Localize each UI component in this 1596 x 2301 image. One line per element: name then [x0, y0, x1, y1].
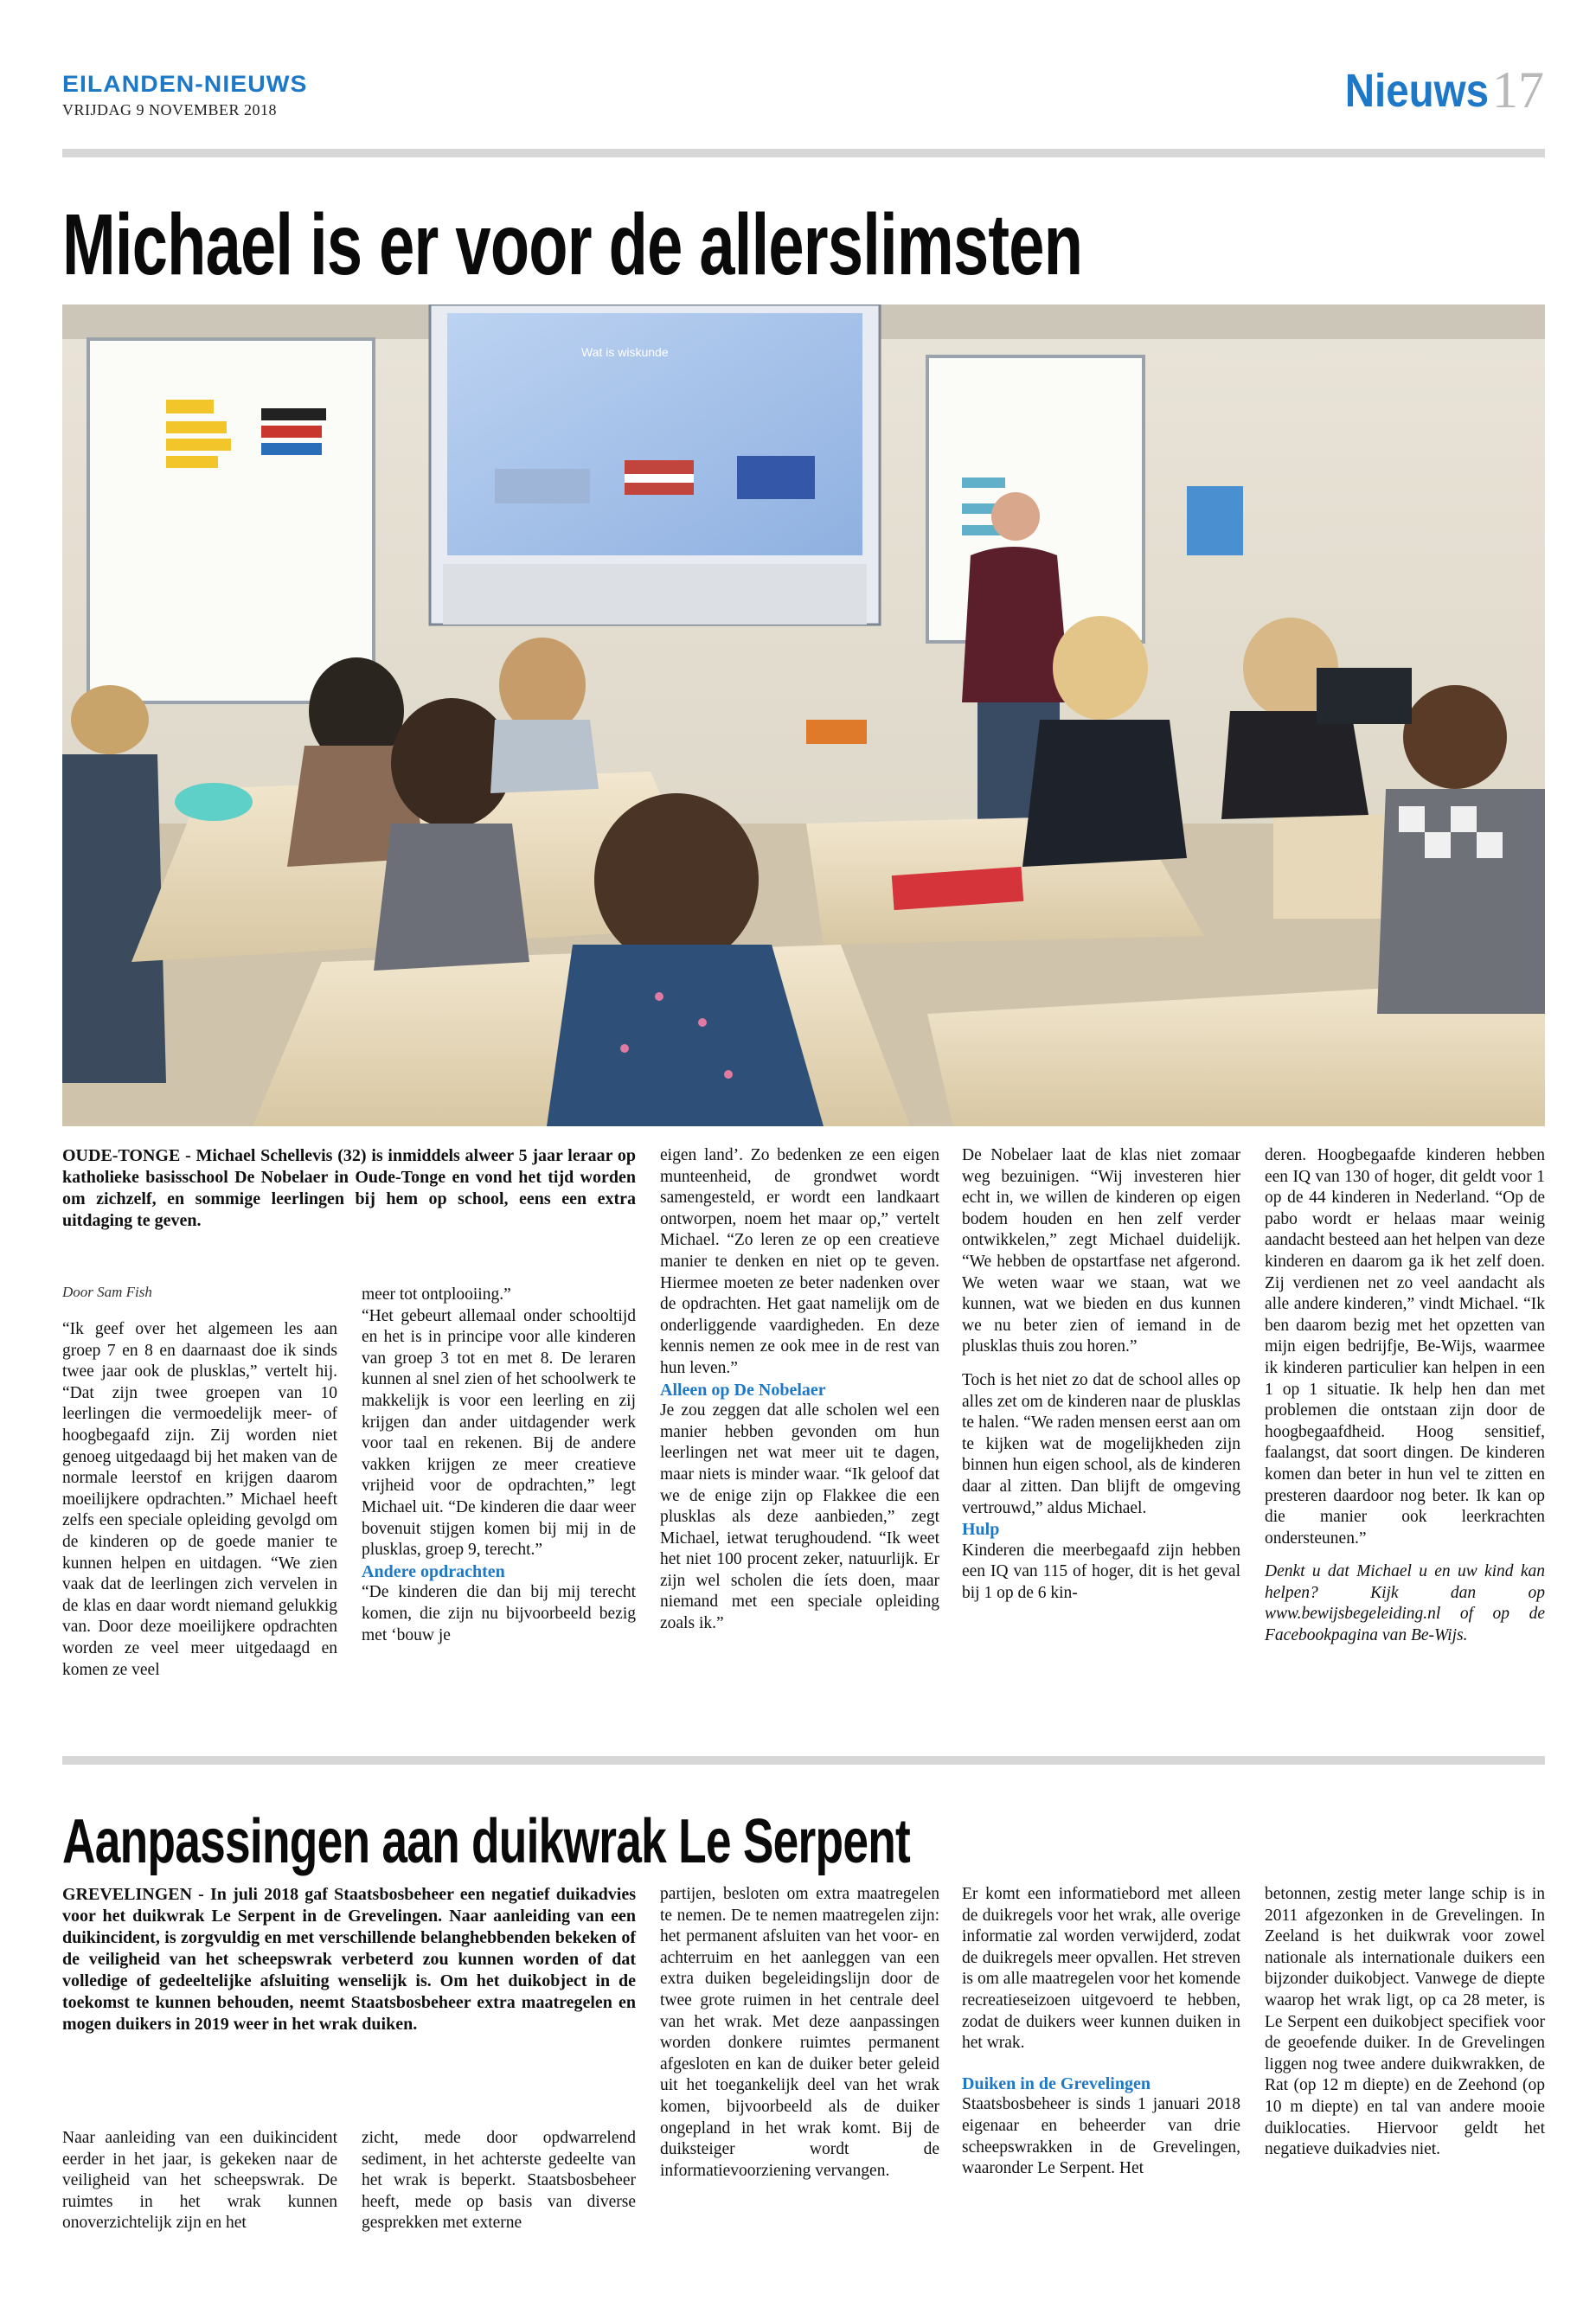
article1-col5-text-a: deren. Hoogbegaafde kinderen hebben een IQ van 130 of hoger, dit geldt voor 1 op de 44 kinderen in Nederland. “Op de pabo wordt er helaas maar weinig aandacht besteed aan het helpen van deze kinderen en daarom ga ik het zelf doen. Zij verdienen net zo veel aandacht als alle andere kinderen,” vindt Michael. “Ik ben daarom bezig met het opzetten van mijn eigen bedrijfje, Be-Wijs, waarmee ik kinderen particulier kan helpen in een 1 op 1 situatie. Ik help hen dan met problemen die ontstaan zijn door de hoogbegaafdheid. Hoog sensitief, faalangst, dat soort dingen. De kinderen komen dan beter in hun vel te zitten en presteren daardoor nog beter. Ik kan op die manier ook leerkrachten ondersteunen.”: [1265, 1146, 1545, 1548]
article-divider: [62, 1756, 1545, 1765]
article1-col5-text-b: Denkt u dat Michael u en uw kind kan helpen? Kijk dan op www.bewijsbegeleiding.nl of op de Facebookpagina van Be-Wijs.: [1265, 1562, 1545, 1645]
article1-column-5: [1265, 1145, 1545, 1647]
article1-col2-text-c: “De kinderen die dan bij mij terecht komen, die zijn nu bijvoorbeeld bezig met ‘bouw je: [362, 1583, 636, 1644]
publication-date: VRIJDAG 9 NOVEMBER 2018: [62, 101, 278, 119]
article1-col1-text: “Ik geef over het algemeen les aan groep 7 en 8 en daarnaast doe ik sinds twee jaar ook de plusklas,” vertelt hij. “Dat zijn twee groepen van 10 leerlingen die vermoedelijk meer- of hoogbegaafd zijn. Zij worden niet genoeg uitgedaagd bij het maken van de normale leerstof en krijgen daarom moeilijkere opdrachten.” Michael heeft zelfs een speciale opleiding gevolgd om de kinderen op de goede manier te kunnen helpen en uitdagen. “We zien vaak dat de leerlingen zich vervelen in de klas en daar wordt niemand gelukkig van. Door deze moeilijkere opdrachten worden ze veel meer uitgedaagd en komen ze veel: [62, 1320, 337, 1679]
article1-col4-text-b: Toch is het niet zo dat de school alles op alles zet om de kinderen naar de plusklas te halen. “We raden mensen eerst aan om te kijken wat de mogelijkheden zijn binnen hun eigen school, als de kinderen daar al zitten. Dan blijft de omgeving vertrouwd,” aldus Michael.: [962, 1370, 1240, 1517]
article2-headline: Aanpassingen aan duikwrak Le Serpent: [62, 1807, 911, 1876]
classroom-photo-graphic: [62, 304, 1545, 1126]
article1-column-3: [660, 1145, 939, 1635]
article1-col4-text-a: De Nobelaer laat de klas niet zomaar weg bezuinigen. “Wij investeren hier echt in, we willen de kinderen op eigen bodem houden en hen zelf verder ontwikkelen,” zegt Michael duidelijk. “We hebben de opstartfase net afgerond. We weten waar we staan, wat we kunnen, wat we bieden en dus kunnen we nu beter zien of iemand in de plusklas thuis zou horen.”: [962, 1146, 1240, 1356]
article2-col3-text: partijen, besloten om extra maatregelen te nemen. De te nemen maatregelen zijn: het permanent afsluiten van het voor- en achterruim en het aanleggen van een extra duiken begeleidingslijn door de twee grote ruimen in het centrale deel van het wrak. Met deze aanpassingen worden donkere ruimtes permanent afgesloten en kan de duiker beter geleid uit het toegankelijk deel van het wrak komen, bijvoorbeeld als de duiker ongepland in het wrak komt. Bij de duiksteiger wordt de informatievoorziening vervangen.: [660, 1885, 939, 2180]
article2-column-4: [962, 1884, 1240, 2180]
article1-col3-text-b: Je zou zeggen dat alle scholen wel een manier hebben gevonden om hun leerlingen net wat meer uit te dagen, maar niets is minder waar. “Ik geloof dat we de enige zijn op Flakkee die een plusklas als deze aanbieden,” zegt Michael, ietwat terughoudend. “Ik weet het niet 100 procent zeker, natuurlijk. Er zijn wel scholen die íets doen, maar niemand met een speciale opleiding zoals ik.”: [660, 1401, 939, 1633]
article1-subheading-hulp: Hulp: [962, 1520, 1000, 1540]
header-divider: [62, 149, 1545, 157]
article2-column-3: [660, 1884, 939, 2182]
article2-lead: GREVELINGEN - In juli 2018 gaf Staatsbosbeheer een negatief duikadvies voor het duikwrak Le Serpent in de Grevelingen. Naar aanleiding van een duikincident, is zorgvuldig en met verschillende belanghebbenden bekeken of de veiligheid van het scheepswrak verbeterd zou kunnen worden of dat volledige of gedeeltelijke afsluiting wenselijk is. Om het duikobject in de toekomst te kunnen behouden, neemt Staatsbosbeheer extra maatregelen en mogen duikers in 2019 weer in het wrak duiken.: [62, 1885, 636, 2034]
article1-byline: Door Sam Fish: [62, 1284, 152, 1300]
article2-column-2: [362, 2128, 636, 2234]
section-title: Nieuws: [1344, 65, 1489, 117]
article1-col4-text-c: Kinderen die meerbegaafd zijn hebben een IQ van 115 of hoger, dit is het geval bij 1 op de 6 kin-: [962, 1541, 1240, 1602]
article1-col2-text-b: “Het gebeurt allemaal onder schooltijd en het is in principe voor alle kinderen van groep 3 tot en met 8. De leraren kunnen al snel zien of het schoolwerk te makkelijk is voor een leerling en zij krijgen dan ander uitdagender werk voor taal en rekenen. Bij de andere vakken krijgen ze meer creatieve vrijheid voor de opdrachten,” legt Michael uit. “De kinderen die daar weer bovenuit stijgen komen bij mij in de plusklas, groep 9, terecht.”: [362, 1306, 636, 1560]
article2-column-1: [62, 2128, 337, 2234]
article2-col2-text: zicht, mede door opdwarrelend sediment, in het achterste gedeelte van het wrak is beperkt. Staatsbosbeheer heeft, mede op basis van diverse gesprekken met externe: [362, 2129, 636, 2233]
article1-subheading-alleen-op-de-nobelaer: Alleen op De Nobelaer: [660, 1380, 826, 1400]
article2-col4-text-b: Staatsbosbeheer is sinds 1 januari 2018 eigenaar en beheerder van drie scheepswrakken in de Grevelingen, waaronder Le Serpent. Het: [962, 2095, 1240, 2178]
classroom-photo: [62, 304, 1545, 1126]
article2-col4-text-a: Er komt een informatiebord met alleen de duikregels voor het wrak, alle overige informatie zal worden verwijderd, zodat de duikregels meer opvallen. Het streven is om alle maatregelen voor het komende recreatieseizoen uitgevoerd te hebben, zodat de duikers weer kunnen duiken in het wrak.: [962, 1885, 1240, 2053]
article1-headline: Michael is er voor de allerslimsten: [62, 196, 1083, 293]
article2-col1-text: Naar aanleiding van een duikincident eerder in het jaar, is gekeken naar de veiligheid van het scheepswrak. De ruimtes in het wrak kunnen onoverzichtelijk zijn en het: [62, 2129, 337, 2233]
article1-subheading-andere-opdrachten: Andere opdrachten: [362, 1561, 505, 1581]
article1-column-1: [62, 1319, 337, 1681]
article1-column-2: [362, 1285, 636, 1646]
screen-slide-title: Wat is wiskunde: [581, 345, 669, 359]
article2-col5-text: betonnen, zestig meter lange schip is in 2011 afgezonken in de Grevelingen. In Zeeland is het duikwrak voor zowel nationale als internationale duikers een bijzonder duikobject. Vanwege de diepte waarop het wrak ligt, op ca 28 meter, is Le Serpent een duikobject specifiek voor de geoefende duiker. In de Grevelingen liggen nog twee andere duikwrakken, de Rat (op 12 m diepte) en de Zeehond (op 10 m diepte) en tal van andere mooie duiklocaties. Hiervoor geldt het negatieve duikadvies niet.: [1265, 1885, 1545, 2159]
article2-column-5: [1265, 1884, 1545, 2161]
article1-column-4: [962, 1145, 1240, 1604]
article2-subheading-duiken-in-de-grevelingen: Duiken in de Grevelingen: [962, 2073, 1151, 2093]
page-number: 17: [1492, 61, 1544, 119]
article1-col3-text-a: eigen land’. Zo bedenken ze een eigen munteenheid, de grondwet wordt samengesteld, er wordt een landkaart ontworpen, noem het maar op,” vertelt Michael. “Zo leren ze op een creatieve manier te denken en niet op te geven. Hiermee moeten ze beter nadenken over de opdrachten. Het gaat namelijk om de onderliggende vaardigheden. En deze kennis nemen ze ook mee in de rest van hun leven.”: [660, 1146, 939, 1377]
article1-lead: OUDE-TONGE - Michael Schellevis (32) is inmiddels alweer 5 jaar leraar op katholieke basisschool De Nobelaer in Oude-Tonge en vond het tijd worden om zichzelf, en sommige leerlingen bij hem op school, eens een extra uitdaging te geven.: [62, 1146, 636, 1230]
newspaper-brand: EILANDEN-NIEUWS: [62, 71, 308, 97]
article1-col2-text-a: meer tot ontplooiing.”: [362, 1285, 511, 1304]
